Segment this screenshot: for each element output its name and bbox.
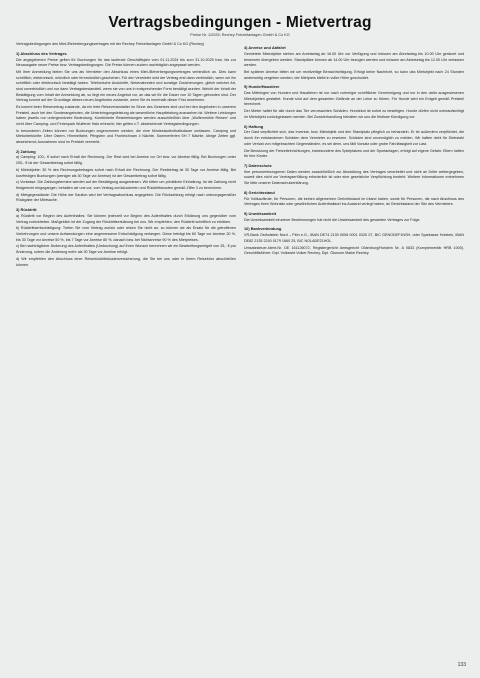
page-title: Vertragsbedingungen - Mietvertrag [108,14,372,31]
section-heading: 7) Datenschutz [244,162,272,168]
section-paragraph: c) Bei nachträglicher Änderung des Aufenthaltes (Umbuchung) auf Ihren Wunsch berechnen wir ein Bearbeitungsentgelt von 25,- € pro Änderung, sofern die Änderung mehr als 30 Tage vor Anreise erfolgt. [16,244,236,255]
section-paragraph: Es kommt beim Reisevertrag zustande, da ein freie Reiseveranstalter im Sinne des Gesetzes sind und bei den Angeboten in unserem Preisteil, auch bei den Sonderangeboten, die Unterbringungsleistung als wesentliche Hauptleistung anzusehen ist. Weitere Leistungen haben jeweils nur untergeordnete Bedeutung. Kombinierte Reiseleistungen werden ausschließlich über „Wolfenmühle Reisen“ und nicht über Camping- und Ferienpark Wulfener Hals erbracht; hier gelten z.T. abweichende Vertragsbedingungen. [16,104,236,126]
section-heading: 9) Unwirksamkeit [244,210,277,216]
section-paragraph: a) Camping: 100,- € sofort nach Erhalt der Rechnung. Der Rest wird bei Anreise vor Ort bzw. vor Abreise fällig. Bei Buchungen unter 200,- € ist der Gesamtbetrag sofort fällig. [16,155,236,166]
section-paragraph: b) Rücktrittsentschädigung: Treten Sie vom Vertrag zurück oder reisen Sie nicht an, so können wir als Ersatz für die getroffenen Vorkehrungen und unsere Aufwendungen eine angemessene Entschädigung verlangen. Diese beträgt bis 60 Tage vor Anreise 20 %, bis 30 Tage vor Anreise 50 %, bis 7 Tage vor Anreise 80 %, danach bzw. bei Nichtanreise 90 % des Mietpreises. [16,226,236,242]
page-number: 133 [457,662,466,668]
section-heading: 5) Hunde/Haustiere [244,84,280,90]
section-paragraph: Der Mieter haftet für alle durch das Tier verursachten Schäden. Hundekot ist sofort zu beseitigen. Hunde dürfen nicht unbeaufsichtigt im Mietobjekt zurückgelassen werden. Bei Zuwiderhandlung behalten wir uns die fristlose Kündigung vor. [244,109,464,119]
section-heading: 2) Zahlung [16,148,36,154]
section-paragraph: Mit Ihrer Anmeldung bieten Sie uns als Vermieter den Abschluss eines Miet-/Beherbergungsvertrages verbindlich an. Dies kann schriftlich, elektronisch, mündlich oder fernmündlich geschehen. Für den Vermieter wird der Vertrag erst dann verbindlich, wenn wir ihn schriftlich oder elektronisch bestätigt haben. Telefonische Auskünfte, Nebenabreden und sonstige Zusicherungen, gleich welcher Art, sind unverbindlich und nur dann Vertragsbestandteil, wenn sie von uns in entsprechender Form bestätigt wurden. Weicht der Inhalt der Bestätigung vom Inhalt der Anmeldung ab, so liegt ein neues Angebot vor, an das wir für die Dauer von 10 Tagen gebunden sind. Der Vertrag kommt auf der Grundlage dieses neuen Angebotes zustande, wenn Sie es innerhalb dieser Frist annehmen. [16,70,236,103]
section-heading: 3) Rücktritt [16,207,37,212]
section-paragraph: In besonderen Zeiten können nur Buchungen angenommen werden, die eine Mindestaufenthaltsdauer umfassen. Camping und Mietunterkünfte: Über Ostern, Himmelfahrt, Pfingsten und Fronleichnam 4 Nächte, Sommerferien SH 7 Nächte, übrige Zeiten ggf. abweichend; Ausnahmen sind im Preisteil vermerkt. [16,128,236,144]
page-subtitle: Preise Nr. 1/2025; Rechey Freizeitanlagen GmbH & Co KG [190,33,290,37]
document-body [16,42,464,670]
section-paragraph: c) Vorkasse: Die Zahlungstermine werden auf der Bestätigung ausgewiesen. Wir bitten um pünktliche Einhaltung. Ist die Zahlung nicht fristgerecht eingegangen, behalten wir uns vor, vom Vertrag zurückzutreten und Rücktrittskosten gemäß Ziffer 3 zu berechnen. [16,180,236,190]
section-paragraph: d) Mietgegenstände: Die Höhe der Kaution wird bei Vertragsabschluss angegeben. Die Rückzahlung erfolgt nach ordnungsgemäßer Rückgabe der Mietsache. [16,192,236,203]
section-paragraph: Der Gast verpflichtet sich, das Inventar, bzw. Mietobjekt und den Standplatz pfleglich zu behandeln. Er ist außerdem verpflichtet, die durch ihn entstandenen Schäden dem Vermieter zu ersetzen. Schäden sind unverzüglich zu melden. Wir haften nicht für Diebstahl oder Verlust von mitgebrachten Gegenständen, es sei denn, uns fällt Vorsatz oder grobe Fahrlässigkeit zur Last. [244,130,464,146]
intro-text: Vertragsbedingungen des Miet-/Beherbergungsvertrages mit der Rechey Freizeitanlagen GmbH & Co KG (Rechey) [16,42,205,46]
section-paragraph: Gemietete Mietobjekte stehen am Anreisetag ab 16.00 Uhr zur Verfügung und müssen am Abreisetag bis 10.00 Uhr geräumt und besenrein übergeben werden. Standplätze können ab 14.00 Uhr bezogen werden und müssen am Abreisetag bis 12.00 Uhr verlassen werden. [244,51,464,68]
section-heading: 4) Anreise und Abfahrt [244,45,286,50]
section-paragraph: Bei späterer Anreise bitten wir um rechtzeitige Benachrichtigung. Erfolgt keine Nachricht, so kann das Mietobjekt nach 24 Stunden anderweitig vergeben werden; der Mietpreis bleibt in voller Höhe geschuldet. [244,70,464,80]
section-heading: 10) Bankverbindung [244,226,282,232]
column-right [244,42,464,670]
section-heading: 8) Gerichtsstand [244,189,275,195]
section-paragraph: Die angegebenen Preise gelten für Buchungen für das laufende Geschäftsjahr vom 01.11.2024 bis zum 31.10.2025 bzw. bis zur Neuausgabe neuer Preise bzw. Vertragsbedingungen. Die Preise können zudem nachträglich angepasst werden. [16,57,236,68]
section-heading: 6) Haftung [244,123,264,129]
section-paragraph: a) Rücktritt vor Beginn des Aufenthaltes: Sie können jederzeit vor Beginn des Aufenthaltes durch Erklärung uns gegenüber vom Vertrag zurücktreten. Maßgeblich ist der Zugang der Rücktrittserklärung bei uns. Wir empfehlen, den Rücktritt schriftlich zu erklären. [16,213,236,224]
section-paragraph: Die Unwirksamkeit einzelner Bestimmungen hat nicht die Unwirksamkeit des gesamten Vertrages zur Folge. [244,217,421,222]
column-left [16,42,236,670]
section-paragraph: Für Vollkaufleute, für Personen, die keinen allgemeinen Gerichtsstand im Inland haben, sowie für Personen, die nach Abschluss des Vertrages ihren Wohnsitz oder gewöhnlichen Aufenthaltsort ins Ausland verlegt haben, ist Gerichtsstand der Sitz des Vermieters. [244,196,464,207]
section-heading: 1) Abschluss des Vertrages [16,50,67,56]
section-paragraph: Die Benutzung der Freizeiteinrichtungen, insbesondere des Spielplatzes und der Sportanlagen, erfolgt auf eigene Gefahr. Eltern haften für ihre Kinder. [244,148,464,159]
section-paragraph: b) Mietobjekte: 30 % des Rechnungsbetrages sofort nach Erhalt der Rechnung. Der Restbetrag ist 30 Tage vor Anreise fällig. Bei kurzfristigen Buchungen (weniger als 30 Tage vor Anreise) ist der Gesamtbetrag sofort fällig. [16,167,236,178]
section-paragraph: Umsatzsteuer-Ident-Nr. DE 161126072, Registergericht Amtsgericht Oldenburg/Holstein Nr. A 0833 (Komplementär HRB 1000). Geschäftsführer: Dipl. Volkswirt Volker Rechey, Dipl. Ökonom Maike Rechey. [244,245,464,256]
section-paragraph: VR-Bank Ostholstein Nord – Plön e.G., IBAN DE74 2139 0008 0001 0320 07, BIC GENODEF1NSH, oder Sparkasse Holstein, IBAN DE82 2135 2240 0179 1660 25, BIC NOLADE21HOL. [244,233,464,243]
section-paragraph: Das Mitbringen von Hunden und Haustieren ist nur nach vorheriger schriftlicher Genehmigung und nur in den dafür ausgewiesenen Mietobjekten gestattet. Hunde sind auf dem gesamten Gelände an der Leine zu führen. Für Hunde wird ein Entgelt gemäß Preisteil berechnet. [244,91,464,107]
section-paragraph: d) Wir empfehlen den Abschluss einer Reiserücktrittskostenversicherung, die Sie bei uns oder in Ihrem Reisebüro abschließen können. [16,256,236,267]
section-paragraph: Ihre personenbezogenen Daten werden ausschließlich zur Abwicklung des Vertrages verarbeitet und nicht an Dritte weitergegeben, soweit dies nicht zur Vertragserfüllung erforderlich ist oder eine gesetzliche Verpflichtung besteht. Weitere Informationen entnehmen Sie bitte unserer Datenschutzerklärung. [244,169,464,185]
